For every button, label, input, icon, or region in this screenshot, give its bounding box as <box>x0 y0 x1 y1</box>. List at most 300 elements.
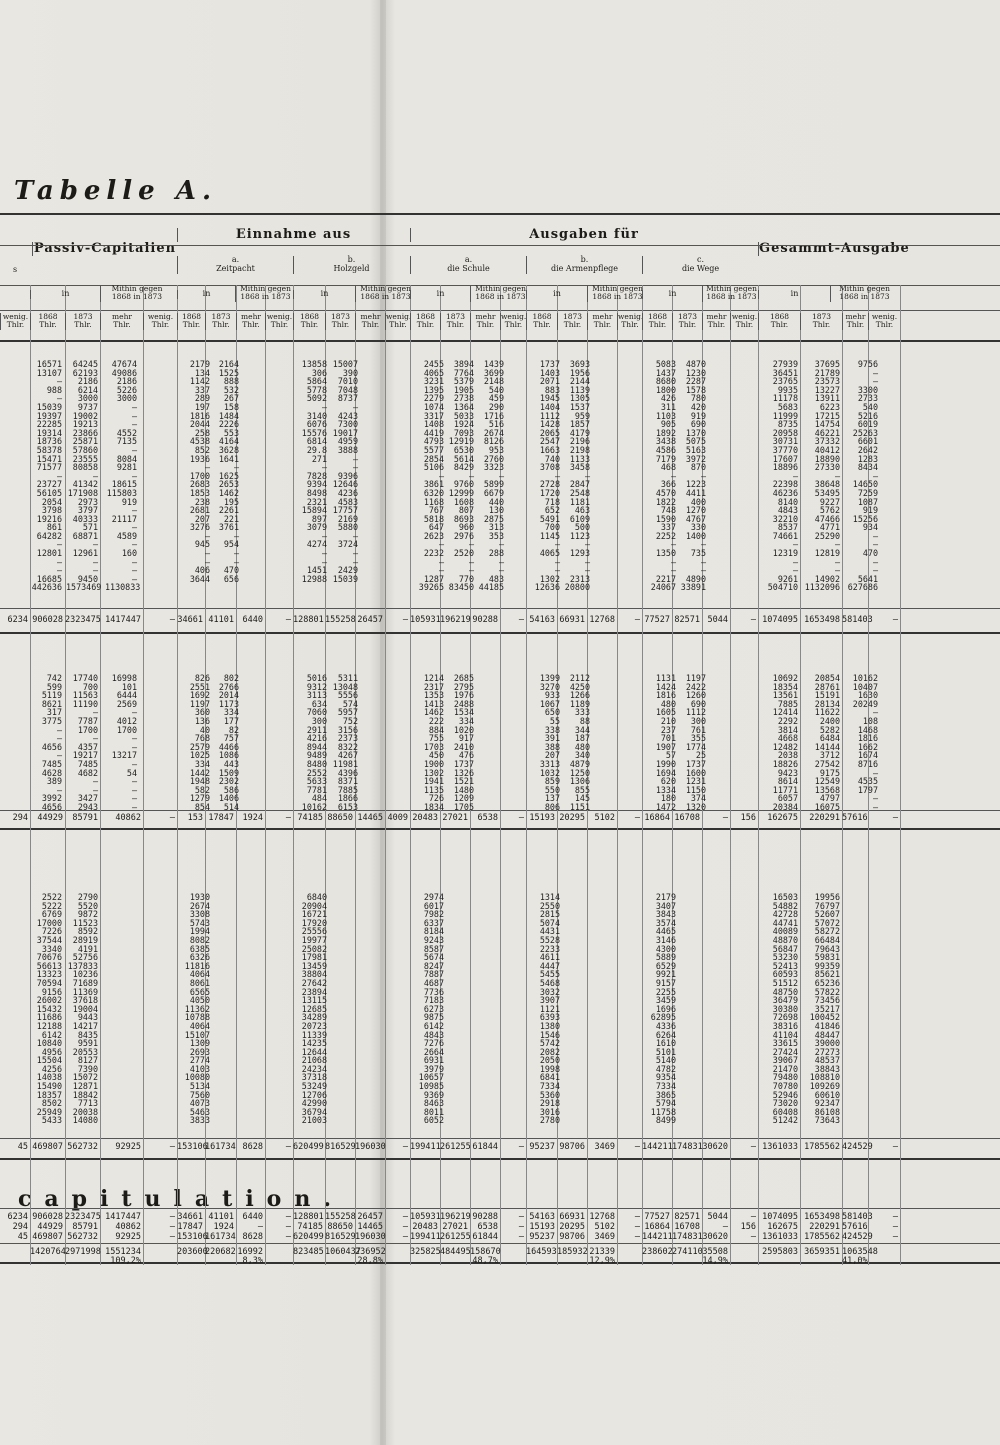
column-divider <box>100 285 101 1265</box>
section2-schule_1868: 1214 2317 1353 1413 1462 222 884 755 1703 450 1900 1302 1941 1135 726 1834 <box>423 673 444 812</box>
sum-row-section3: 95237 <box>529 1142 555 1152</box>
section3-ges_1868: 16503 54882 42728 44741 40089 48870 56847 53230 52413 60593 51512 48750 36479 30380 72698 38316 41104 33615 27424 39067 21470 79480 70780 52946 73020 60408 51242 <box>772 892 798 1126</box>
section3-holz_1868: 6840 20904 16721 17920 25556 19977 25082 17981 13459 38804 27642 23894 13115 12685 34289 20723 11339 14235 12644 21068 24234 37318 53249 12706 42990 36794 21003 <box>301 892 327 1126</box>
section1-passiv_1868: 16571 13107 — 988 — 15039 19397 22285 19314 18736 58378 15471 71577 — 23727 56105 2054 3798 19216 861 64282 — 12801 — — 16685 442636 <box>31 359 62 593</box>
recap-total-row: 21339 <box>589 1247 615 1257</box>
sum-row-section2: 14465 <box>357 813 383 823</box>
sum-row-section3: — <box>518 1142 524 1152</box>
recap-row-1: 196219 <box>440 1212 471 1222</box>
recap-row-2: — <box>634 1222 640 1232</box>
sum-row-section2: 156 <box>740 813 756 823</box>
sum-row-section1: 34661 <box>177 615 203 625</box>
section1-schule_1868: 2455 4065 3231 1395 2279 1074 3317 1408 4419 4793 5577 2854 5106 — 3861 6320 1168 767 5818 647 2623 — 2232 — — 1287 39265 <box>418 359 444 593</box>
section2-holz_1873: 5311 13048 5556 574 5957 752 3156 2373 8322 4267 11981 4396 8371 7885 1866 6153 <box>332 673 358 812</box>
sum-row-section1: 1653498 <box>804 615 840 625</box>
sum-row-section2: 20295 <box>559 813 585 823</box>
recap-row-2: — <box>257 1222 263 1232</box>
recapitulation-title: capitulation. <box>18 1186 345 1212</box>
sum-row-section2: 153 <box>187 813 203 823</box>
recap-row-2: — <box>892 1222 898 1232</box>
column-divider <box>526 285 527 1265</box>
sum-row-section1: 155258 <box>325 615 356 625</box>
recap-row-1: 66931 <box>559 1212 585 1222</box>
header-mithin-gegen: Mithin gegen 1868 in 1873 <box>235 285 295 302</box>
column-divider <box>143 285 144 1265</box>
header-ausgaben: Ausgaben für <box>410 228 757 242</box>
recap-row-3: — <box>285 1232 291 1242</box>
header-year-cell: mehr Thlr. <box>355 313 385 330</box>
recap-row-1: 41101 <box>208 1212 234 1222</box>
recap-row-1: 155258 <box>325 1212 356 1222</box>
recap-total-row: 1420764 <box>30 1247 66 1257</box>
recap-row-2: 220291 <box>809 1222 840 1232</box>
section1-ges_mehr: 9756 — — 3300 2733 540 5216 6019 25263 6601 2642 1283 8434 — 14650 7259 1087 919 15256 934 — — 470 — — 5641 627686 <box>847 359 878 593</box>
header-year-cell: 1873 Thlr. <box>800 313 842 330</box>
recap-row-3: 562732 <box>67 1232 98 1242</box>
recap-total-row: 220682 <box>205 1247 236 1257</box>
sum-row-section2: 88650 <box>327 813 353 823</box>
header-in: in <box>410 290 470 299</box>
sum-row-section3: 30620 <box>702 1142 728 1152</box>
recap-total-row: 35508 <box>702 1247 728 1257</box>
header-year-cell: mehr Thlr. <box>842 313 868 330</box>
recap-row-3: 153106 <box>177 1232 208 1242</box>
sum-row-section2: 162675 <box>767 813 798 823</box>
recap-total-row: 274110 <box>672 1247 703 1257</box>
header-in: in <box>758 290 830 299</box>
recap-row-1: 6440 <box>242 1212 263 1222</box>
sum-row-section1: 1417447 <box>105 615 141 625</box>
recap-row-1: 82571 <box>674 1212 700 1222</box>
recap-row-1: — <box>518 1212 524 1222</box>
sum-row-section1: — <box>750 615 756 625</box>
sum-row-section1: 2323475 <box>65 615 101 625</box>
recap-row-2: 14465 <box>357 1222 383 1232</box>
header-year-cell: wenig. Thlr. <box>143 313 177 330</box>
header-year-cell: mehr Thlr. <box>236 313 265 330</box>
recap-row-3: — <box>634 1232 640 1242</box>
header-gesammt-ausgabe: Gesammt-Ausgabe <box>759 241 910 256</box>
recap-row-3: 92925 <box>115 1232 141 1242</box>
header-year-cell: wenig. Thlr. <box>266 312 293 330</box>
recap-row-2: 16864 <box>644 1222 670 1232</box>
header-year-cell: 1868 Thlr. <box>293 313 325 330</box>
sum-row-section3: 1785562 <box>804 1142 840 1152</box>
recap-total-row: 203600 <box>177 1247 208 1257</box>
section2-wege_1873: 1197 2422 1260 690 1112 300 761 355 1774 25 1737 1600 1231 1150 374 1320 <box>685 673 706 812</box>
recap-row-2: 85791 <box>72 1222 98 1232</box>
section1-zeit_1873: 2164 1525 888 532 267 158 1484 2226 553 4164 3628 1641 — 1625 2653 1462 195 2261 221 3761 — 954 — — 470 656 <box>218 359 239 584</box>
sum-row-section2: 74185 <box>297 813 323 823</box>
column-divider <box>900 285 901 1265</box>
sum-row-section2: 6538 <box>477 813 498 823</box>
sum-row-section3: — <box>750 1142 756 1152</box>
header-year-cell: wenig. Thlr. <box>731 312 758 330</box>
recap-row-2: — <box>518 1222 524 1232</box>
header-year-cell: mehr Thlr. <box>100 313 143 330</box>
section3-zeit_1868: 1930 2674 3308 5743 1994 8082 6385 6326 11816 4064 8061 6565 4050 11362 10788 4064 15107 1309 2693 2774 4103 10080 5134 7560 4073 5463 3833 <box>184 892 210 1126</box>
recap-row-3: — <box>169 1232 175 1242</box>
sum-row-section3: 196030 <box>355 1142 386 1152</box>
sum-row-section2: 20483 <box>412 813 438 823</box>
sum-row-section2: — <box>169 813 175 823</box>
sum-row-section2: 220291 <box>809 813 840 823</box>
column-divider <box>265 285 266 1265</box>
recap-row-2: 1924 <box>213 1222 234 1232</box>
table-title: Tabelle A. <box>14 176 217 206</box>
recap-row-2: 6538 <box>477 1222 498 1232</box>
recap-row-1: 2323475 <box>65 1212 101 1222</box>
recap-row-3: 199411 <box>410 1232 441 1242</box>
recap-row-3: 424529 <box>842 1232 873 1242</box>
sum-row-section3: 144211 <box>642 1142 673 1152</box>
recap-row-1: — <box>750 1212 756 1222</box>
recap-row-1: 90288 <box>472 1212 498 1222</box>
recap-row-1: 1653498 <box>804 1212 840 1222</box>
header-year-cell: 1873 Thlr. <box>65 313 100 330</box>
recap-percent-row: 8,3% <box>242 1256 263 1266</box>
recap-row-2: 156 <box>740 1222 756 1232</box>
header-zeitpacht: a. Zeitpacht <box>177 256 293 274</box>
recap-row-1: 128801 <box>293 1212 324 1222</box>
sum-row-section2: 17847 <box>208 813 234 823</box>
sum-row-section2: 44929 <box>37 813 63 823</box>
section3-ges_1873: 19956 76797 52607 57072 58272 66484 79643 59831 99359 85621 65236 57822 73456 35217 100452 41846 48447 39000 27273 48537 38843 108810 109269 60610 92347 86108 73643 <box>809 892 840 1126</box>
sum-row-section1: — <box>169 615 175 625</box>
sum-row-section1: 1074095 <box>762 615 798 625</box>
recap-row-1: 581403 <box>842 1212 873 1222</box>
header-year-cell: wenig. Thlr. <box>618 312 644 330</box>
recap-row-2: — <box>722 1222 728 1232</box>
recap-row-1: 906028 <box>32 1212 63 1222</box>
header-year-cell: 1868 Thlr. <box>410 313 440 330</box>
sum-row-section1: 26457 <box>357 615 383 625</box>
recap-row-2: 16708 <box>674 1222 700 1232</box>
section1-wege_1873: 4870 1230 2287 1578 780 420 919 690 1370 5075 5163 3972 870 — 1223 4411 400 1270 4767 330 1400 — 735 — — 4890 33891 <box>680 359 706 593</box>
section2-passiv_mehr: 16998 101 6444 2569 — 4012 1700 — — 13217 — 54 — — — — <box>111 673 137 812</box>
section3-schule_1868: 2974 6017 7982 6337 8184 9243 8587 5674 8247 7887 4687 7736 7183 6273 9875 6142 4843 7276 2664 6931 3979 10657 10985 9369 8463 8011 6052 <box>418 892 444 1126</box>
recap-row-2: — <box>285 1222 291 1232</box>
sum-row-section3: 8628 <box>242 1142 263 1152</box>
sum-row-section2: 294 <box>12 813 28 823</box>
recap-row-3: 620499 <box>293 1232 324 1242</box>
header-year-cell: 1873 Thlr. <box>672 313 702 330</box>
column-divider <box>730 285 731 1265</box>
sum-row-section1: — <box>892 615 898 625</box>
recap-row-3: 1361033 <box>762 1232 798 1242</box>
header-year-cell: wenig. Thlr. <box>0 313 30 330</box>
recap-row-1: — <box>169 1212 175 1222</box>
column-divider <box>642 285 643 1265</box>
header-year-cell: wenig. Thlr. <box>501 312 527 330</box>
header-mithin-gegen: Mithin gegen 1868 in 1873 <box>470 285 530 302</box>
recap-row-2: 44929 <box>37 1222 63 1232</box>
recap-row-2: 15193 <box>529 1222 555 1232</box>
sum-row-section2: 1924 <box>242 813 263 823</box>
table-rule <box>0 213 1000 215</box>
section2-zeit_1873: 802 2766 2014 1173 334 177 82 757 4466 1086 443 1509 2302 586 1406 514 <box>218 673 239 812</box>
header-in: in <box>30 290 100 299</box>
header-year-cell: 1868 Thlr. <box>758 313 800 330</box>
recap-row-3: — <box>402 1232 408 1242</box>
recap-row-3: — <box>750 1232 756 1242</box>
sum-row-section2: 40862 <box>115 813 141 823</box>
sum-row-section3: 424529 <box>842 1142 873 1152</box>
sum-row-section1: 90288 <box>472 615 498 625</box>
sum-row-section3: 469807 <box>32 1142 63 1152</box>
recap-total-row: 2971998 <box>65 1247 101 1257</box>
recap-total-row: 164593 <box>526 1247 557 1257</box>
section2-armen_1873: 2112 4250 1266 1189 333 88 344 187 480 340 4879 1250 1306 855 145 1151 <box>569 673 590 812</box>
recap-row-1: 77527 <box>644 1212 670 1222</box>
header-year-cell: mehr Thlr. <box>587 313 617 330</box>
sum-row-section3: 620499 <box>293 1142 324 1152</box>
recap-row-2: 20295 <box>559 1222 585 1232</box>
header-year-cell: 1868 Thlr. <box>30 313 65 330</box>
section1-ges_1868: 27939 36451 23765 9935 11178 5683 11999 8735 20958 30731 37770 17607 18896 — 22398 46236 8140 4843 32210 8537 74661 — 12319 — — 9261 504710 <box>767 359 798 593</box>
recap-row-3: 45 <box>17 1232 28 1242</box>
section1-wege_1868: 5083 1437 8680 1800 426 311 1103 905 1892 3438 4586 7179 468 — 366 4570 1822 748 1590 337 2252 — 1350 — — 2217 24067 <box>650 359 676 593</box>
recap-row-3: 30620 <box>702 1232 728 1242</box>
sum-row-section2: — <box>285 813 291 823</box>
sum-row-section1: 196219 <box>440 615 471 625</box>
sum-row-section2: 5102 <box>594 813 615 823</box>
section3-passiv_1868: 2522 5222 6769 17000 7226 37544 3340 70676 56613 13323 70594 9156 26002 15432 11686 12188 6142 10840 4956 15504 4256 14038 15490 18357 8502 25949 5433 <box>36 892 62 1126</box>
header-year-cell: wenig. Thlr. <box>386 312 412 330</box>
recap-row-1: 12768 <box>589 1212 615 1222</box>
recap-total-row: 484495 <box>440 1247 471 1257</box>
recap-row-1: 5044 <box>707 1212 728 1222</box>
recap-percent-row: 12,9% <box>589 1256 615 1266</box>
section3-passiv_1873: 2790 5520 9872 11523 8592 28919 4191 52756 137833 10236 71689 11369 37618 19004 9443 14217 8435 9591 20553 8127 7390 15072 12871 18842 7713 20038 14080 <box>67 892 98 1126</box>
recap-row-1: 1074095 <box>762 1212 798 1222</box>
sum-row-section3: — <box>169 1142 175 1152</box>
section1-holz_1873: 15007 390 7010 7048 8737 — 4243 7300 19017 4959 3888 — — 9396 12646 4236 4583 17757 2169 5880 — 3724 — — 2429 15039 <box>332 359 358 584</box>
sum-row-section2: 16708 <box>674 813 700 823</box>
recap-row-1: 105931 <box>410 1212 441 1222</box>
sum-row-section2: — <box>634 813 640 823</box>
sum-row-section3: — <box>892 1142 898 1152</box>
recap-total-row: 3659351 <box>804 1247 840 1257</box>
recap-row-3: 816529 <box>325 1232 356 1242</box>
sum-row-section3: 174831 <box>672 1142 703 1152</box>
header-year-cell: wenig. Thlr. <box>868 313 900 330</box>
header-year-cell: 1868 Thlr. <box>177 313 205 330</box>
sum-row-section1: — <box>518 615 524 625</box>
header-holzgeld: b. Holzgeld <box>293 256 409 274</box>
recap-row-2: 40862 <box>115 1222 141 1232</box>
recap-row-2: 20483 <box>412 1222 438 1232</box>
section3-wege_1868: 2179 3407 3843 3574 4465 3146 4300 5889 6529 9921 9157 2255 3459 1696 62895 4336 6264 1610 5101 5140 4782 9354 7334 3865 5794 11758 8499 <box>650 892 676 1126</box>
sum-row-section2: 27021 <box>442 813 468 823</box>
sum-row-section3: 98706 <box>559 1142 585 1152</box>
sum-row-section1: 6440 <box>242 615 263 625</box>
recap-percent-row: 109,2% <box>110 1256 141 1266</box>
header-in: in <box>177 290 235 299</box>
recap-row-3: 95237 <box>529 1232 555 1242</box>
sum-row-section1: 77527 <box>644 615 670 625</box>
section2-zeit_1868: 826 2551 1692 1197 360 136 40 768 2579 1025 334 1442 1948 582 1279 854 <box>189 673 210 812</box>
recap-total-row: 1060437 <box>325 1247 361 1257</box>
section1-armen_1868: 1737 1403 2071 883 1945 1404 1112 1428 2065 2547 1663 740 3708 — 2728 1720 718 652 5491 700 1145 — 4065 — — 1302 12636 <box>534 359 560 593</box>
recap-total-row: 325825 <box>410 1247 441 1257</box>
recap-percent-row: 48,7% <box>472 1256 498 1266</box>
column-divider <box>293 285 294 1265</box>
sum-row-section1: 105931 <box>410 615 441 625</box>
sum-row-section2: 4009 <box>387 813 408 823</box>
recap-percent-row: 14,9% <box>702 1256 728 1266</box>
section1-passiv_mehr: 47674 49086 2186 5226 3000 — — — 4552 7135 — 8084 9281 — 18615 115803 919 — 21117 — 4589 — 160 — — — 1130833 <box>105 359 141 593</box>
sum-row-section2: 85791 <box>72 813 98 823</box>
sum-row-section3: 261255 <box>440 1142 471 1152</box>
recap-total-row: 2595803 <box>762 1247 798 1257</box>
recap-row-3: 174831 <box>672 1232 703 1242</box>
recap-row-2: — <box>402 1222 408 1232</box>
recap-row-1: — <box>892 1212 898 1222</box>
sum-row-section2: 15193 <box>529 813 555 823</box>
header-mithin-gegen: Mithin gegen 1868 in 1873 <box>830 285 898 302</box>
header-mithin-gegen: Mithin gegen 1868 in 1873 <box>702 285 760 302</box>
header-in: in <box>642 290 702 299</box>
sum-row-section2: — <box>518 813 524 823</box>
column-divider <box>410 285 411 1265</box>
sum-row-section3: — <box>402 1142 408 1152</box>
recap-row-1: 34661 <box>177 1212 203 1222</box>
column-divider <box>385 285 386 1265</box>
header-schule: a. die Schule <box>410 256 526 274</box>
recap-row-3: 8628 <box>242 1232 263 1242</box>
section2-holz_1868: 5016 9312 3113 634 7060 300 2911 4216 8944 9489 8480 2552 5633 7781 484 10162 <box>301 673 327 812</box>
recap-total-row: 158670 <box>470 1247 501 1257</box>
section2-schule_1873: 2685 2795 1976 2488 1534 334 1020 917 2410 476 1737 1326 1521 1480 1209 1705 <box>453 673 474 812</box>
recap-total-row: 185932 <box>557 1247 588 1257</box>
header-year-cell: 1873 Thlr. <box>557 313 587 330</box>
section1-passiv_1873: 64245 62193 2186 6214 3000 9737 19002 19213 23866 25871 57860 23555 80858 — 41342 171908 2973 3797 40333 571 68871 — 12961 — — 9450 1573469 <box>66 359 102 593</box>
recap-row-2: 74185 <box>297 1222 323 1232</box>
sum-row-section3: 816529 <box>325 1142 356 1152</box>
recap-row-1: 6234 <box>7 1212 28 1222</box>
sum-row-section3: — <box>285 1142 291 1152</box>
table-rule <box>0 245 1000 246</box>
header-year-cell: 1873 Thlr. <box>205 313 236 330</box>
recap-total-row: 236952 <box>355 1247 386 1257</box>
sum-row-section3: 161734 <box>205 1142 236 1152</box>
section2-passiv_1873: 17740 700 11563 11190 — 7787 1700 — 4357 19217 7485 4682 — — 3427 2943 <box>72 673 98 812</box>
sum-row-section3: — <box>634 1142 640 1152</box>
section2-armen_1868: 1399 3270 933 1067 650 55 338 391 388 207 3313 1032 859 550 137 806 <box>539 673 560 812</box>
sum-row-section2: 57616 <box>842 813 868 823</box>
header-year-cell: 1873 Thlr. <box>325 313 355 330</box>
header-passiv-capitalien: Passiv-Capitalien <box>33 241 177 256</box>
recap-row-3: 61844 <box>472 1232 498 1242</box>
section1-ges_1873: 37695 21789 23573 13227 13911 6223 17215 14754 46221 37332 40412 18890 27330 — 38648 53495 9227 5762 47466 4771 25290 — 12819 — — 14902 1132096 <box>804 359 840 593</box>
recap-total-row: 1063548 <box>842 1247 878 1257</box>
recap-row-3: 261255 <box>440 1232 471 1242</box>
header-mithin-gegen: Mithin gegen 1868 in 1873 <box>587 285 647 302</box>
section1-schule_mehr: 1439 3699 2148 540 459 290 1716 516 2674 8126 953 2760 3323 — 5899 6679 440 130 2875 313 353 — 288 — — 483 44185 <box>478 359 504 593</box>
recap-row-2: 294 <box>12 1222 28 1232</box>
section3-armen_1868: 1314 2550 2815 5074 4431 5528 2233 4611 4447 5455 5468 3032 3907 1121 6393 1380 1546 5742 2082 2050 1998 6841 7334 5360 2918 3016 2780 <box>539 892 560 1126</box>
recap-row-3: 3469 <box>594 1232 615 1242</box>
recap-row-3: 161734 <box>205 1232 236 1242</box>
recap-row-2: 88650 <box>327 1222 353 1232</box>
header-armenpflege: b. die Armenpflege <box>526 256 642 274</box>
recap-row-3: 98706 <box>559 1232 585 1242</box>
recap-row-2: 27021 <box>442 1222 468 1232</box>
sum-row-section1: 41101 <box>208 615 234 625</box>
recap-row-1: — <box>402 1212 408 1222</box>
section2-passiv_1868: 742 599 5119 8621 317 3775 — — 4656 — 7485 4628 389 — 3992 4656 <box>41 673 62 812</box>
recap-total-row: 823485 <box>293 1247 324 1257</box>
sum-row-section3: 92925 <box>115 1142 141 1152</box>
recap-row-2: 57616 <box>842 1222 868 1232</box>
header-year-cell: mehr Thlr. <box>470 313 500 330</box>
section1-armen_1873: 3693 1956 2144 1139 1305 1537 959 1857 4179 2196 2198 1133 3458 — 2847 2548 1181 463 6109 500 1123 — 1293 — — 2313 20800 <box>564 359 590 593</box>
sum-row-section1: 82571 <box>674 615 700 625</box>
section1-schule_1873: 3894 7764 5379 1905 2738 1364 5033 1924 7093 12919 6530 5614 8429 — 9760 12999 1608 807 8693 960 2976 — 2520 — — 770 83450 <box>448 359 474 593</box>
sum-row-section3: 1361033 <box>762 1142 798 1152</box>
section2-wege_1868: 1131 1424 1816 480 1605 210 237 701 1907 57 1990 1694 620 1334 180 1472 <box>655 673 676 812</box>
sum-row-section1: — <box>285 615 291 625</box>
sum-row-section2: 16864 <box>644 813 670 823</box>
recap-row-3: 469807 <box>32 1232 63 1242</box>
header-in: in <box>293 290 355 299</box>
sum-row-section1: 12768 <box>589 615 615 625</box>
header-mithin-gegen: Mithin gegen 1868 in 1873 <box>355 285 415 302</box>
sum-row-section1: 6234 <box>7 615 28 625</box>
section2-ges_mehr: 10162 10407 1630 20249 — 108 1468 1816 1662 1674 8716 — 4535 1797 — — <box>852 673 878 812</box>
header-year-cell: 1868 Thlr. <box>642 313 672 330</box>
recap-percent-row: 41,0% <box>842 1256 868 1266</box>
header-year-cell: 1868 Thlr. <box>526 313 557 330</box>
sum-row-section1: 128801 <box>293 615 324 625</box>
sum-row-section1: 906028 <box>32 615 63 625</box>
recap-percent-row: 28,8% <box>357 1256 383 1266</box>
section1-zeit_1868: 2179 134 1142 337 289 197 1816 2044 258 4538 852 1936 — 1700 2683 1853 238 2681 207 3276 — 945 — — 406 3644 <box>189 359 210 584</box>
recap-total-row: 1551234 <box>105 1247 141 1257</box>
header-mithin-gegen: Mithin gegen 1868 in 1873 <box>100 285 173 302</box>
sum-row-section1: 66931 <box>559 615 585 625</box>
sum-row-section1: 581403 <box>842 615 873 625</box>
sum-row-section3: 61844 <box>472 1142 498 1152</box>
recap-row-3: — <box>518 1232 524 1242</box>
recap-row-3: 144211 <box>642 1232 673 1242</box>
sum-row-section1: — <box>634 615 640 625</box>
recap-row-1: 54163 <box>529 1212 555 1222</box>
sum-row-section1: 5044 <box>707 615 728 625</box>
header-in: in <box>526 290 587 299</box>
header-einnahme: Einnahme aus <box>177 228 409 242</box>
sum-row-section2: — <box>892 813 898 823</box>
recap-row-1: 26457 <box>357 1212 383 1222</box>
recap-row-2: 5102 <box>594 1222 615 1232</box>
header-wege: c. die Wege <box>642 256 758 274</box>
recap-row-1: 1417447 <box>105 1212 141 1222</box>
sum-row-section2: — <box>722 813 728 823</box>
sum-row-section3: 562732 <box>67 1142 98 1152</box>
recap-row-3: — <box>892 1232 898 1242</box>
sum-row-section1: 54163 <box>529 615 555 625</box>
column-divider <box>800 285 801 1265</box>
recap-row-3: 1785562 <box>804 1232 840 1242</box>
sum-row-section3: 199411 <box>410 1142 441 1152</box>
sum-row-section3: 3469 <box>594 1142 615 1152</box>
recap-total-row: 238602 <box>642 1247 673 1257</box>
recap-row-2: 17847 <box>177 1222 203 1232</box>
section2-ges_1868: 10692 18354 13561 7885 12414 2292 3814 4668 12482 2038 18826 9423 8614 11771 6057 20384 <box>772 673 798 812</box>
header-year-cell: 1873 Thlr. <box>440 313 470 330</box>
recap-row-2: — <box>169 1222 175 1232</box>
